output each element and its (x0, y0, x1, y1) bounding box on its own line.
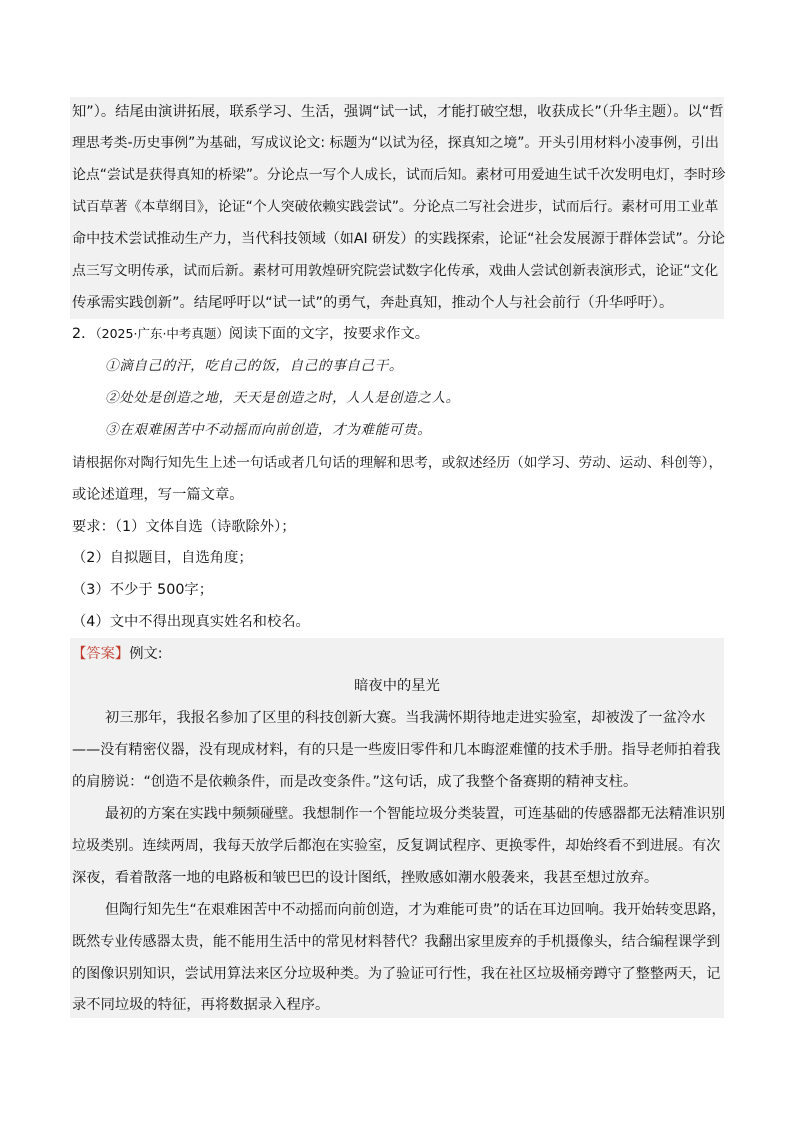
question-source: （2025·广东·中考真题） (95, 326, 229, 341)
essay-line: 深夜，看着散落一地的电路板和皱巴巴的设计图纸，挫败感如潮水般袭来，我甚至想过放弃。 (72, 870, 659, 886)
essay-line: 但陶行知先生“在艰难困苦中不动摇而向前创造，才为难能可贵”的话在耳边回响。我开始转变思路， (105, 902, 726, 918)
requirement-line: （4）文中不得出现真实姓名和校名。 (72, 614, 310, 630)
essay-title: 暗夜中的星光 (354, 678, 440, 694)
requirement-line: （2）自拟题目，自选角度； (72, 550, 253, 566)
prompt-line: 请根据你对陶行知先生上述一句话或者几句话的理解和思考，或叙述经历（如学习、劳动、运动、科创等）， (72, 455, 723, 471)
question-number: 2． (72, 326, 96, 342)
prev-answer-line: 命中技术尝试推动生产力，当代科技领域（如AI 研发）的实践探索，论证“社会发展源于群体尝试”。分论 (72, 231, 726, 247)
essay-line: 垃圾类别。连续两周，我每天放学后都泡在实验室，反复调试程序、更换零件，却始终看不到进展。有次 (72, 838, 721, 854)
prev-answer-line: 点三写文明传承，试而后新。素材可用敦煌研究院尝试数字化传承，戏曲人尝试创新表演形式，论证“文化 (72, 263, 719, 279)
prev-answer-line: 理思考类-历史事例”为基础，写成议论文: 标题为“以试为径，探真知之境”。开头引用材料小凌事例，引出 (72, 135, 719, 151)
question-header (72, 324, 429, 344)
question-instruction: 阅读下面的文字，按要求作文。 (228, 326, 430, 342)
quote-item: ③在艰难困苦中不动摇而向前创造，才为难能可贵。 (105, 422, 432, 438)
requirement-line: 要求：（1）文体自选（诗歌除外）； (72, 519, 296, 535)
prev-answer-line: 试百草著《本草纲目》，论证“个人突破依赖实践尝试”。分论点二写社会进步，试而后行。素材可用工业革 (72, 199, 719, 215)
answer-tag: 【答案】 (72, 646, 130, 662)
answer-header (72, 644, 163, 664)
requirement-line: （3）不少于 500字； (72, 582, 214, 598)
quote-item: ①滴自己的汗，吃自己的饭，自己的事自己干。 (105, 358, 404, 374)
answer-label: 例文: (129, 646, 163, 662)
quote-item: ②处处是创造之地，天天是创造之时，人人是创造之人。 (105, 390, 460, 406)
essay-line: 既然专业传感器太贵，能不能用生活中的常见材料替代？我翻出家里废弃的手机摄像头，结合编程课学到 (72, 934, 721, 950)
essay-line: 的肩膀说：“创造不是依赖条件，而是改变条件。”这句话，成了我整个备赛期的精神支柱。 (72, 774, 638, 790)
essay-line: ——没有精密仪器，没有现成材料，有的只是一些废旧零件和几本晦涩难懂的技术手册。指导老师拍着我 (72, 742, 721, 758)
essay-line: 录不同垃圾的特征，再将数据录入程序。 (72, 997, 330, 1013)
prev-answer-line: 论点“尝试是获得真知的桥梁”。分论点一写个人成长，试而后知。素材可用爱迪生试千次发明电灯，李时珍 (72, 167, 726, 183)
prev-answer-line: 知”）。结尾由演讲拓展，联系学习、生活，强调“试一试，才能打破空想，收获成长”（升华主题）。以“哲 (72, 104, 724, 120)
prev-answer-line: 传承需实践创新”。结尾呼吁以“试一试”的勇气，奔赴真知，推动个人与社会前行（升华呼吁）。 (72, 295, 674, 311)
essay-line: 初三那年，我报名参加了区里的科技创新大赛。当我满怀期待地走进实验室，却被泼了一盆冷水 (105, 710, 706, 726)
essay-line: 最初的方案在实践中频频碰壁。我想制作一个智能垃圾分类装置，可连基础的传感器都无法精准识别 (105, 806, 726, 822)
essay-line: 的图像识别知识，尝试用算法来区分垃圾种类。为了验证可行性，我在社区垃圾桶旁蹲守了整整两天，记 (72, 966, 721, 982)
prompt-line: 或论述道理，写一篇文章。 (72, 487, 244, 503)
